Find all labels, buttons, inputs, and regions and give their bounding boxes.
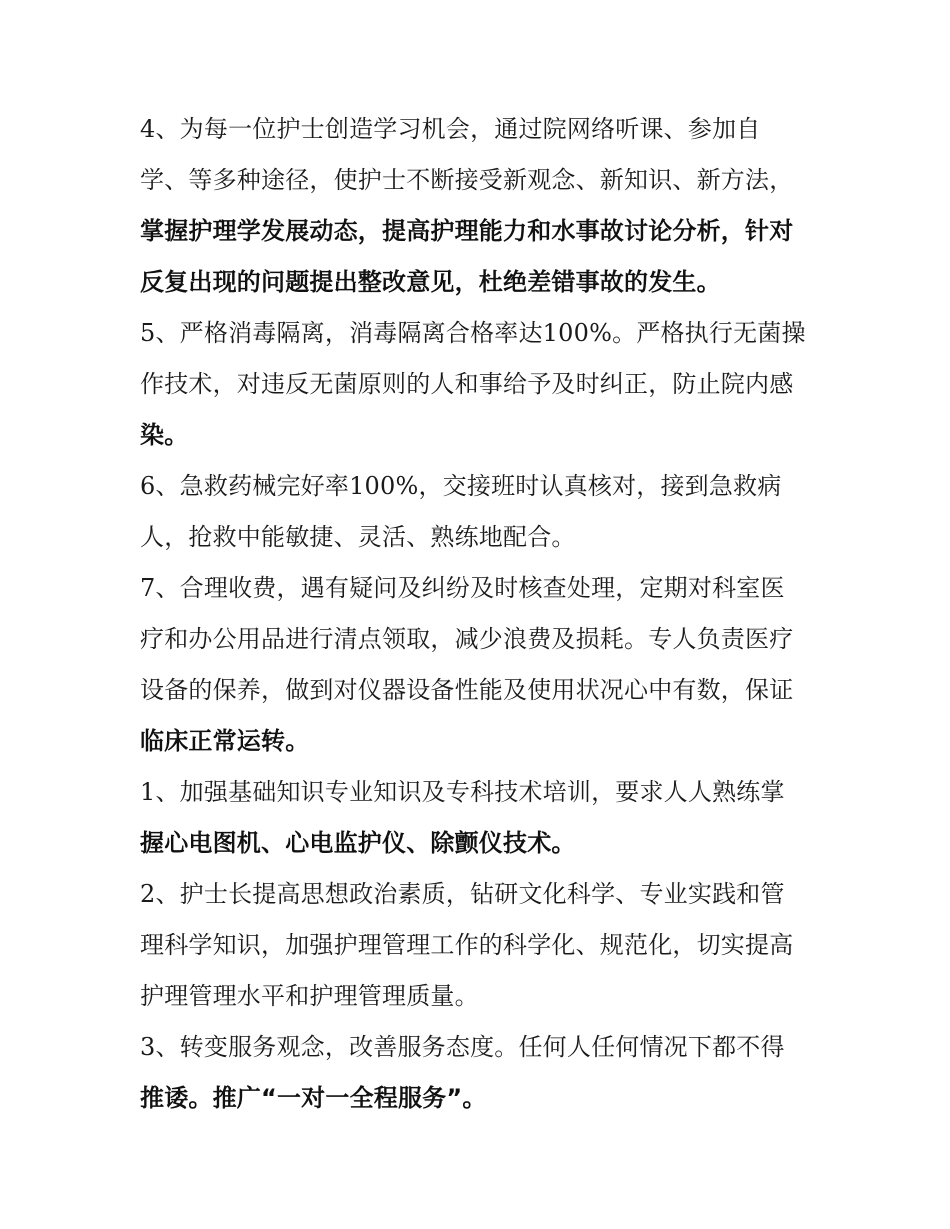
text-line: 理科学知识，加强护理管理工作的科学化、规范化，切实提高 [140, 931, 794, 959]
text-line: 4、为每一位护士创造学习机会，通过院网络听课、参加自 [140, 115, 761, 143]
text-line: 7、合理收费，遇有疑问及纠纷及时核查处理，定期对科室医 [140, 574, 785, 602]
text-line: 5、严格消毒隔离，消毒隔离合格率达100%。严格执行无菌操 [140, 319, 806, 347]
text-line: 握心电图机、心电监护仪、除颤仪技术。 [140, 829, 576, 857]
text-line: 作技术，对违反无菌原则的人和事给予及时纠正，防止院内感 [140, 370, 794, 398]
text-line: 掌握护理学发展动态，提高护理能力和水事故讨论分析，针对 [140, 217, 794, 245]
text-line: 学、等多种途径，使护士不断接受新观念、新知识、新方法， [140, 166, 794, 194]
text-line: 推诿。推广“一对一全程服务”。 [140, 1084, 487, 1112]
text-line: 1、加强基础知识专业知识及专科技术培训，要求人人熟练掌 [140, 778, 785, 806]
text-line: 6、急救药械完好率100%，交接班时认真核对，接到急救病 [140, 472, 782, 500]
document-body [140, 104, 840, 1124]
text-line: 人，抢救中能敏捷、灵活、熟练地配合。 [140, 523, 576, 551]
text-line: 护理管理水平和护理管理质量。 [140, 982, 479, 1010]
text-line: 3、转变服务观念，改善服务态度。任何人任何情况下都不得 [140, 1033, 785, 1061]
text-line: 染。 [140, 421, 189, 449]
text-line: 2、护士长提高思想政治素质，钻研文化科学、专业实践和管 [140, 880, 785, 908]
text-line: 反复出现的问题提出整改意见，杜绝差错事故的发生。 [140, 268, 721, 296]
text-line: 设备的保养，做到对仪器设备性能及使用状况心中有数，保证 [140, 676, 794, 704]
text-line: 临床正常运转。 [140, 727, 310, 755]
text-line: 疗和办公用品进行清点领取，减少浪费及损耗。专人负责医疗 [140, 625, 794, 653]
